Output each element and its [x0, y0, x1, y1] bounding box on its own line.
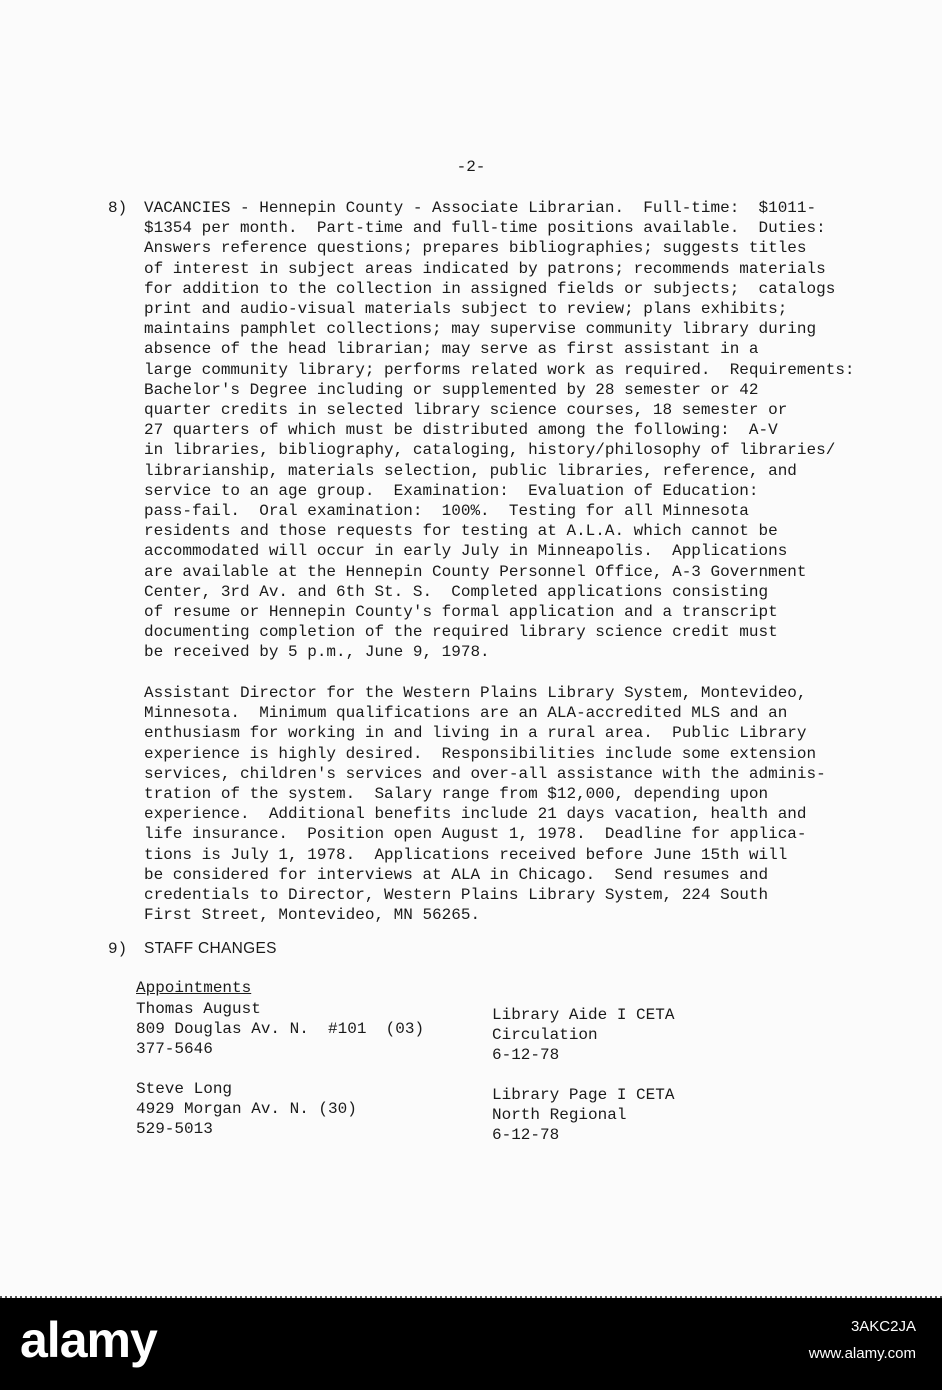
- appointee-name: Steve Long: [136, 1080, 233, 1098]
- appointment-date: 6-12-78: [492, 1126, 560, 1144]
- text-line: Center, 3rd Av. and 6th St. S. Completed applications consisting: [144, 582, 769, 601]
- text-line: be received by 5 p.m., June 9, 1978.: [144, 643, 490, 662]
- appointment-unit: Circulation: [492, 1026, 598, 1044]
- text-line: services, children's services and over-all assistance with the adminis-: [144, 764, 826, 783]
- text-line: tration of the system. Salary range from $12,000, depending upon: [144, 785, 769, 804]
- appointment-position: Library Aide I CETA: [492, 1006, 675, 1024]
- text-line: Bachelor's Degree including or supplemented by 28 semester or 42: [144, 380, 759, 399]
- appointee-name: Thomas August: [136, 1000, 261, 1018]
- appointee-address: 4929 Morgan Av. N. (30): [136, 1100, 357, 1118]
- image-id: 3AKC2JA: [850, 1318, 916, 1335]
- text-line: credentials to Director, Western Plains Library System, 224 South: [144, 886, 769, 905]
- vacancy-paragraph: [144, 198, 855, 663]
- text-line: be considered for interviews at ALA in Chicago. Send resumes and: [144, 865, 769, 884]
- appointee-address: 809 Douglas Av. N. #101 (03): [136, 1020, 425, 1038]
- text-line: Assistant Director for the Western Plains Library System, Montevideo,: [144, 684, 807, 702]
- text-line: for addition to the collection in assigned fields or subjects; catalogs: [144, 279, 836, 298]
- text-line: accommodated will occur in early July in Minneapolis. Applications: [144, 542, 788, 561]
- item-number-8: 8): [108, 199, 128, 217]
- text-line: Minnesota. Minimum qualifications are an ALA-accredited MLS and an: [144, 704, 788, 723]
- text-line: $1354 per month. Part-time and full-time positions available. Duties:: [144, 219, 826, 238]
- text-line: large community library; performs related work as required. Requirements:: [144, 360, 855, 379]
- page-number: -2-: [456, 158, 486, 176]
- appointee-info: [136, 1079, 357, 1139]
- text-line: service to an age group. Examination: Evaluation of Education:: [144, 481, 759, 500]
- text-line: maintains pamphlet collections; may supervise community library during: [144, 320, 817, 339]
- appointment-details: [492, 1005, 674, 1065]
- appointment-date: 6-12-78: [492, 1046, 560, 1064]
- text-line: of interest in subject areas indicated by patrons; recommends materials: [144, 259, 826, 278]
- text-line: life insurance. Position open August 1, 1978. Deadline for applica-: [144, 825, 807, 844]
- item-number-9: 9): [108, 940, 128, 958]
- text-line: librarianship, materials selection, public libraries, reference, and: [144, 461, 797, 480]
- staff-changes-heading: STAFF CHANGES: [144, 940, 277, 957]
- text-line: First Street, Montevideo, MN 56265.: [144, 906, 481, 925]
- text-line: VACANCIES - Hennepin County - Associate Librarian. Full-time: $1011-: [144, 199, 817, 217]
- appointee-info: [136, 999, 424, 1059]
- text-line: quarter credits in selected library science courses, 18 semester or: [144, 401, 788, 420]
- text-line: of resume or Hennepin County's formal application and a transcript: [144, 603, 778, 622]
- text-line: 27 quarters of which must be distributed among the following: A-V: [144, 421, 778, 440]
- appointment-details: [492, 1085, 674, 1145]
- appointment-position: Library Page I CETA: [492, 1086, 675, 1104]
- text-line: documenting completion of the required library science credit must: [144, 623, 778, 642]
- text-line: residents and those requests for testing at A.L.A. which cannot be: [144, 522, 778, 541]
- text-line: experience. Additional benefits include 21 days vacation, health and: [144, 805, 807, 824]
- text-line: enthusiasm for working in and living in a rural area. Public Library: [144, 724, 807, 743]
- appointment-unit: North Regional: [492, 1106, 627, 1124]
- text-line: tions is July 1, 1978. Applications received before June 15th will: [144, 845, 788, 864]
- watermark-url: www.alamy.com: [808, 1345, 916, 1362]
- assistant-director-paragraph: [144, 683, 826, 925]
- text-line: are available at the Hennepin County Personnel Office, A-3 Government: [144, 562, 807, 581]
- text-line: absence of the head librarian; may serve as first assistant in a: [144, 340, 759, 359]
- appointee-phone: 377-5646: [136, 1040, 213, 1058]
- appointments-subheading: Appointments: [136, 979, 252, 997]
- text-line: in libraries, bibliography, cataloging, history/philosophy of libraries/: [144, 441, 836, 460]
- appointee-phone: 529-5013: [136, 1120, 213, 1138]
- text-line: pass-fail. Oral examination: 100%. Testing for all Minnesota: [144, 502, 749, 521]
- text-line: print and audio-visual materials subject to review; plans exhibits;: [144, 300, 788, 319]
- text-line: Answers reference questions; prepares bibliographies; suggests titles: [144, 239, 807, 258]
- text-line: experience is highly desired. Responsibilities include some extension: [144, 744, 817, 763]
- alamy-logo: alamy: [20, 1312, 157, 1368]
